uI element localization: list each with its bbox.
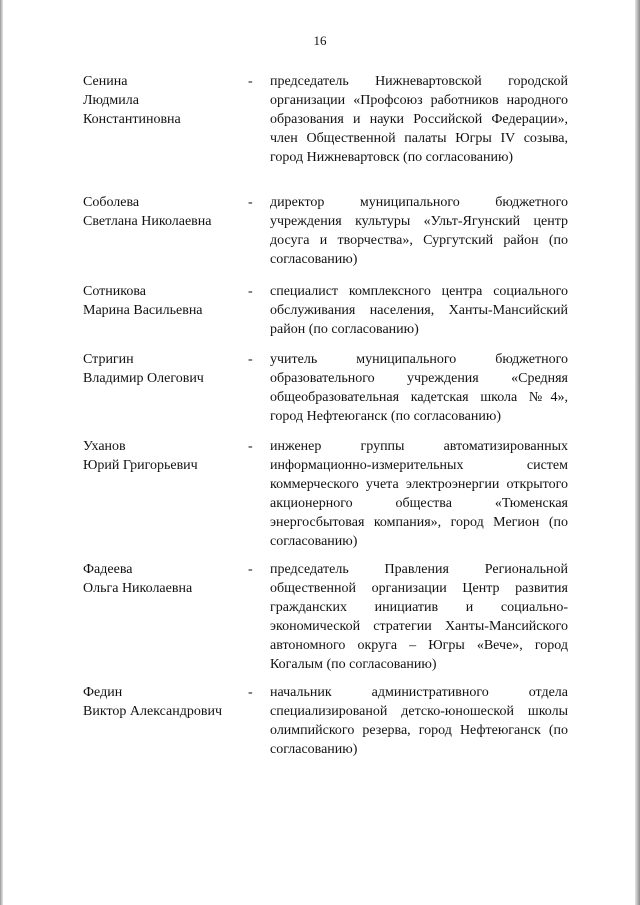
member-name [83, 683, 243, 721]
member-name [83, 350, 243, 388]
full-name: Ольга Николаевна [83, 581, 193, 596]
dash-separator: - [248, 685, 253, 700]
page-number: 16 [313, 33, 327, 48]
member-name [83, 437, 243, 475]
dash-separator: - [248, 439, 253, 454]
dash-separator: - [248, 74, 253, 89]
full-name: Светлана Николаевна [83, 214, 212, 229]
member-role: специалист комплексного центра социального обслуживания населения, Ханты-Мансийский район (по согласованию) [270, 284, 568, 337]
full-name: Юрий Григорьевич [83, 458, 198, 473]
member-role: директор муниципального бюджетного учреждения культуры «Ульт-Ягунский центр досуга и творчества», Сургутский район (по согласованию) [270, 195, 568, 267]
surname: Стригин [83, 352, 134, 367]
member-role: председатель Правления Региональной общественной организации Центр развития гражданских инициатив и социально-экономической стратегии Ханты-Мансийского автономного округа – Югры «Вече», город Когалым (по согласованию) [270, 562, 568, 672]
surname: Федин [83, 685, 123, 700]
member-role: председатель Нижневартовской городской организации «Профсоюз работников народного образования и науки Российской Федерации», член Общественной палаты Югры IV созыва, город Нижневартовск (по согласованию) [270, 74, 568, 165]
full-name: Виктор Александрович [83, 704, 223, 719]
member-role: учитель муниципального бюджетного образовательного учреждения «Средняя общеобразовательная кадетская школа №4», город Нефтеюганск (по согласованию) [270, 352, 568, 424]
surname: Сенина [83, 74, 128, 89]
member-name [83, 193, 243, 231]
surname: Соболева [83, 195, 140, 210]
member-name [83, 72, 243, 129]
member-role: начальник административного отдела специализированой детско-юношеской школы олимпийского резерва, город Нефтеюганск (по согласованию) [270, 685, 568, 757]
full-name: Марина Васильевна [83, 303, 203, 318]
full-name: Владимир Олегович [83, 371, 204, 386]
member-name [83, 282, 243, 320]
dash-separator: - [248, 352, 253, 367]
surname: Уханов [83, 439, 126, 454]
scan-right-edge [635, 0, 640, 905]
dash-separator: - [248, 195, 253, 210]
surname: Фадеева [83, 562, 133, 577]
scan-left-edge [0, 0, 3, 905]
dash-separator: - [248, 562, 253, 577]
patronymic: Константиновна [83, 112, 181, 127]
member-name [83, 560, 243, 598]
surname: Сотникова [83, 284, 146, 299]
member-role: инженер группы автоматизированных информационно-измерительных систем коммерческого учета электроэнергии открытого акционерного общества «Тюменская энергосбытовая компания», город Мегион (по согласованию) [270, 439, 568, 549]
first-name: Людмила [83, 93, 139, 108]
dash-separator: - [248, 284, 253, 299]
